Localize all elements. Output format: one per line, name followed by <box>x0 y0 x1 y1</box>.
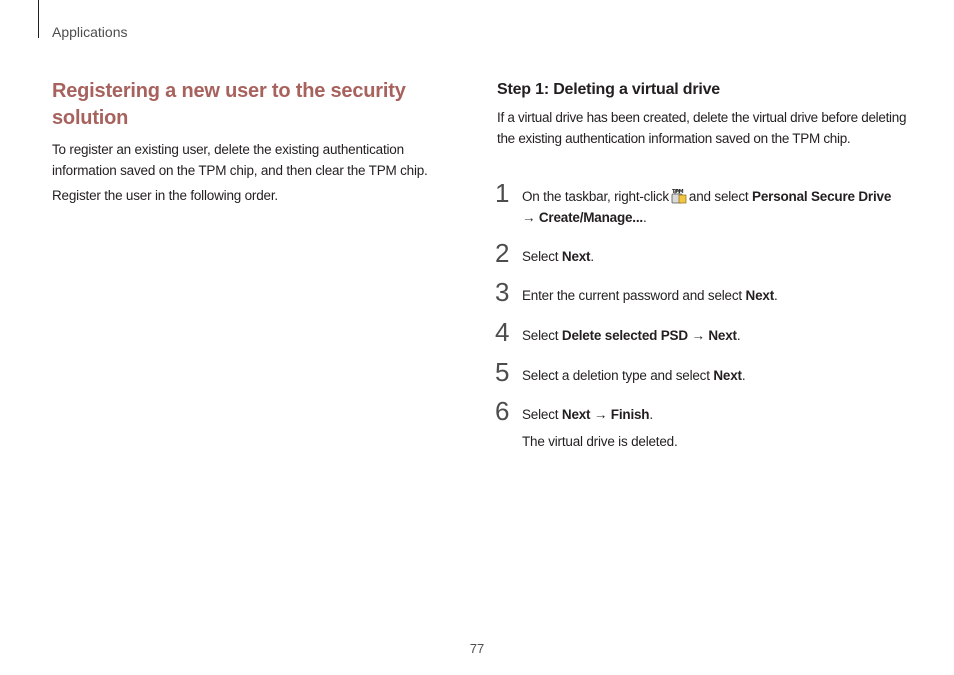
step-text-post: . <box>590 249 594 264</box>
button-label-next: Next <box>708 328 737 343</box>
step-text <box>522 186 907 228</box>
button-label-next: Next <box>561 249 591 264</box>
step-text <box>522 325 907 346</box>
step-text-pre: Select a deletion type and select <box>522 368 710 383</box>
right-column <box>495 78 907 449</box>
arrow-glyph: → <box>522 210 536 225</box>
step-3 <box>495 277 907 307</box>
tpm-icon <box>671 188 687 204</box>
button-label-next: Next <box>713 368 742 383</box>
step-1 <box>495 178 907 228</box>
step-6 <box>495 396 907 452</box>
step-text-pre: Select <box>522 407 559 422</box>
step-text-pre: Enter the current password and select <box>522 288 742 303</box>
step-5 <box>495 357 907 387</box>
step-number: 5 <box>495 357 510 387</box>
step-number: 1 <box>495 178 510 208</box>
step-4 <box>495 317 907 347</box>
left-column <box>52 78 452 206</box>
step-text-pre: Select <box>522 249 559 264</box>
arrow-glyph: → <box>593 407 608 422</box>
option-delete-selected-psd: Delete selected PSD <box>561 328 688 343</box>
svg-text:TPM: TPM <box>671 189 684 195</box>
step-number: 4 <box>495 317 510 347</box>
intro-paragraph: To register an existing user, delete the existing authentication information saved on the TPM chip, and then clear the TPM chip. <box>52 142 428 178</box>
section-heading: Registering a new user to the security solution <box>52 80 406 129</box>
step-text <box>522 365 907 386</box>
step-text <box>522 246 907 267</box>
button-label-finish: Finish <box>610 407 650 422</box>
step-text-post: . <box>736 328 741 343</box>
step-number: 3 <box>495 277 510 307</box>
step-text <box>522 404 907 425</box>
step-text-post: . <box>649 407 653 422</box>
section-label: Applications <box>52 24 128 40</box>
step-text-mid: and select <box>688 189 749 204</box>
step-heading: Step 1: Deleting a virtual drive <box>497 81 720 98</box>
step-intro: If a virtual drive has been created, delete the virtual drive before deleting the existing authentication information saved on the TPM chip. <box>497 110 907 146</box>
step-text-pre: Select <box>522 328 559 343</box>
step-number: 2 <box>495 238 510 268</box>
button-label-next: Next <box>745 288 775 303</box>
step-text-post: . <box>774 288 778 303</box>
button-label-next: Next <box>561 407 591 422</box>
step-text-post: . <box>642 210 647 225</box>
step-number: 6 <box>495 396 510 426</box>
page-margin-rule <box>38 0 39 38</box>
step-text-post: . <box>741 368 746 383</box>
step-text-pre: On the taskbar, right-click <box>522 189 669 204</box>
step-result: The virtual drive is deleted. <box>522 434 678 449</box>
step-2 <box>495 238 907 268</box>
page-number: 77 <box>469 641 485 656</box>
menu-create-manage: Create/Manage... <box>538 210 643 225</box>
menu-personal-secure-drive: Personal Secure Drive <box>752 189 892 204</box>
step-text <box>522 285 907 306</box>
order-paragraph: Register the user in the following order. <box>52 188 278 203</box>
arrow-glyph: → <box>691 328 705 343</box>
